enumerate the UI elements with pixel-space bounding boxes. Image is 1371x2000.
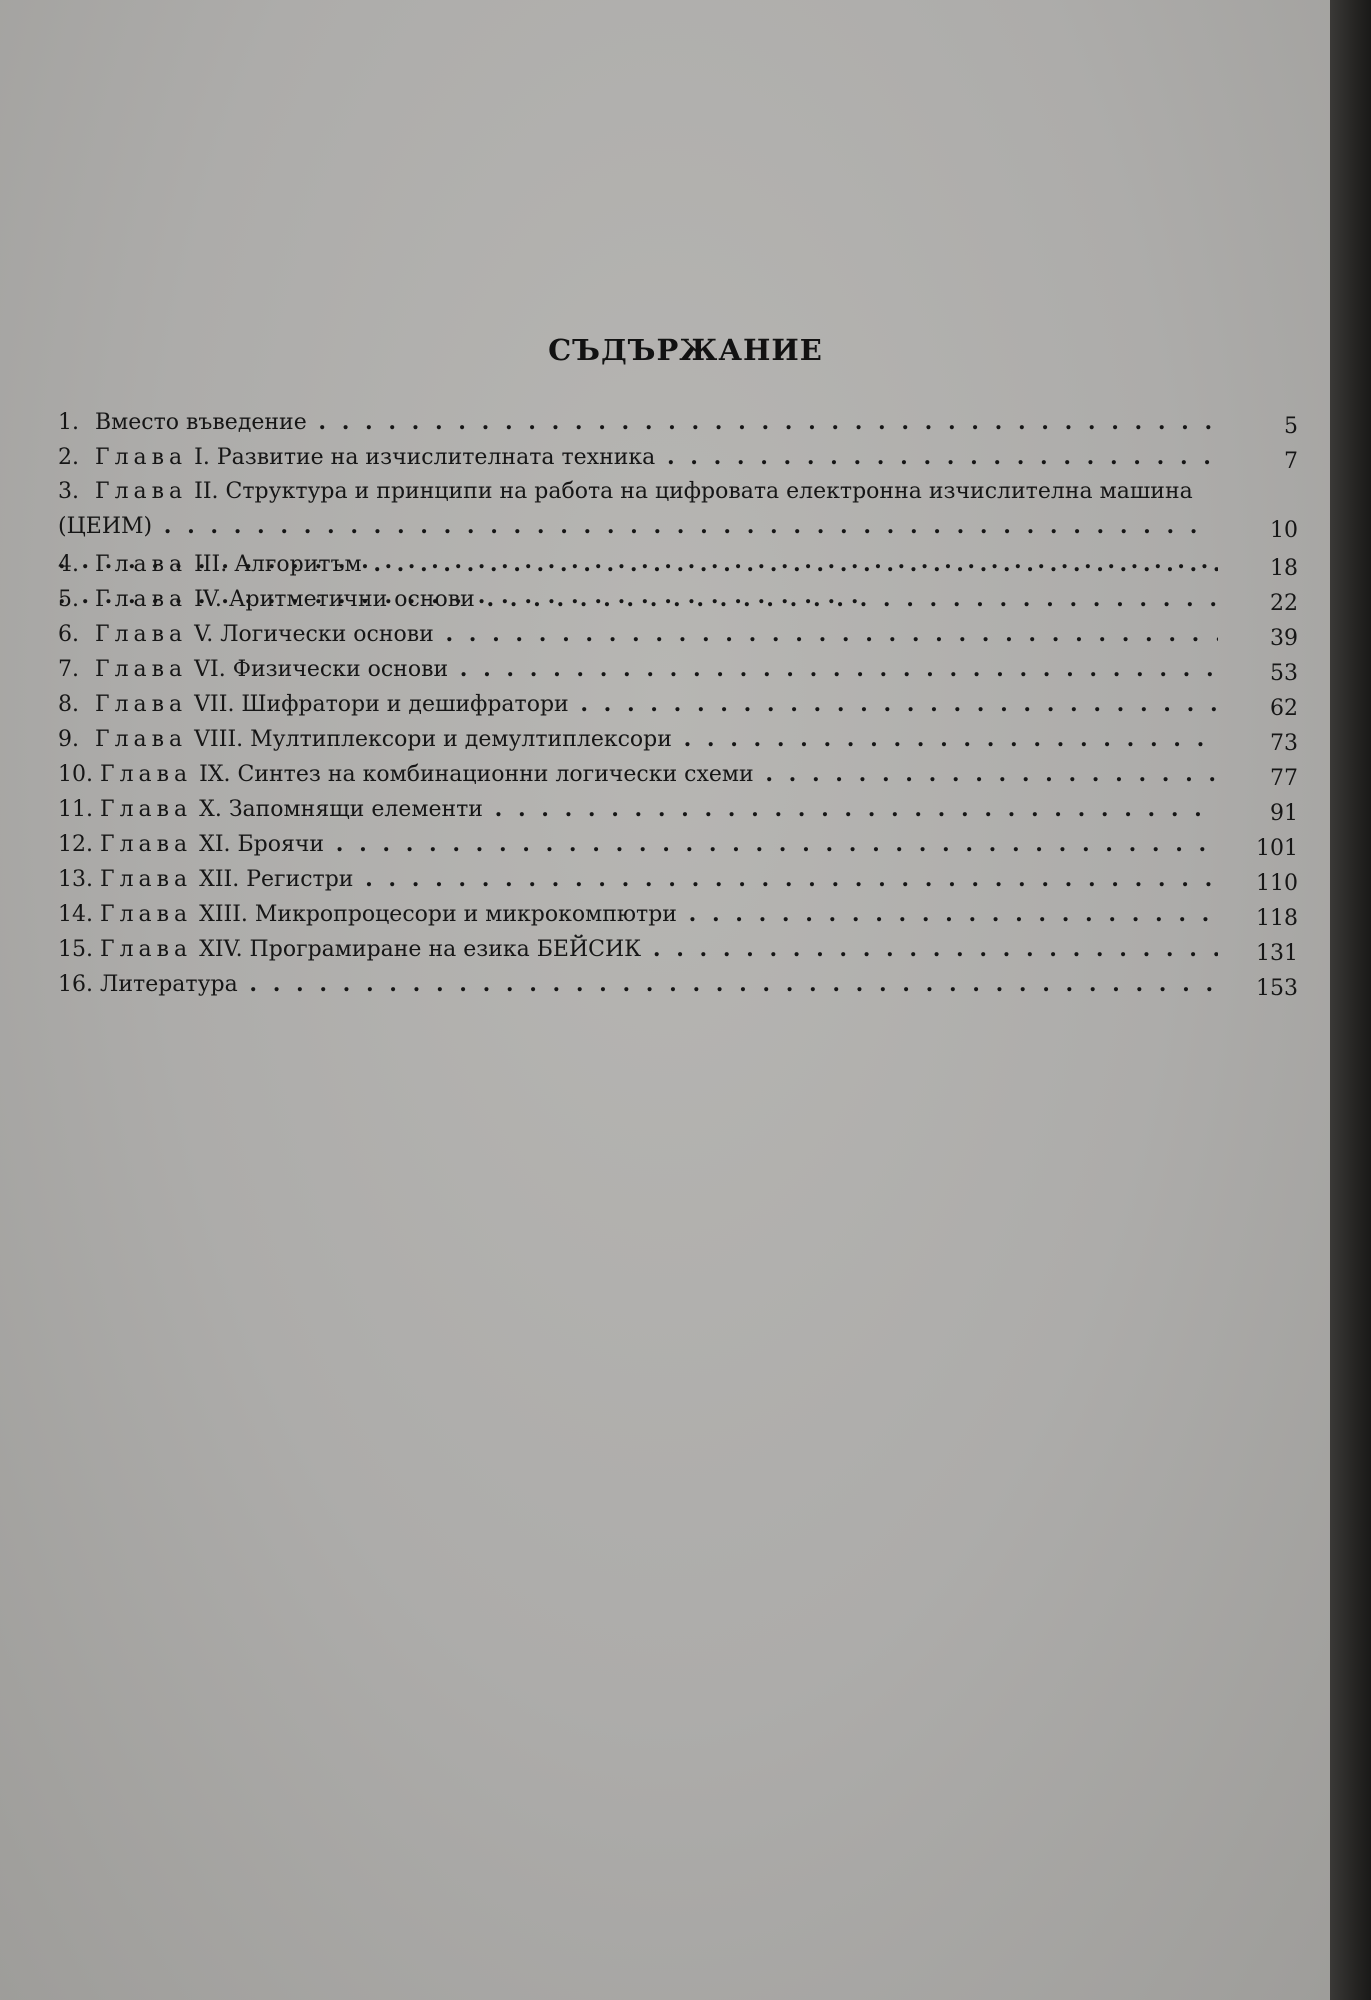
- toc-page-number: 153: [1256, 976, 1298, 1001]
- toc-title: VII. Шифратори и дешифратори: [194, 692, 569, 717]
- toc-page-number: 39: [1270, 626, 1298, 651]
- toc-title: VI. Физически основи: [194, 657, 449, 682]
- toc-entry: [58, 757, 1298, 792]
- toc-entry: [58, 687, 1298, 722]
- toc-label: Глава: [100, 867, 193, 892]
- toc-page-number: 22: [1270, 591, 1298, 616]
- toc-number: 4.: [58, 552, 79, 577]
- toc-page-number: 91: [1270, 801, 1298, 826]
- toc-entry: [58, 617, 1298, 652]
- toc-title: XI. Броячи: [199, 832, 325, 857]
- toc-page-number: 53: [1270, 661, 1298, 686]
- toc-entry: [58, 547, 1298, 582]
- page-title: СЪДЪРЖАНИЕ: [548, 333, 823, 367]
- toc-entry: [58, 652, 1298, 687]
- toc-label: Глава: [95, 692, 188, 717]
- toc-title: VIII. Мултиплексори и демултиплексори: [194, 727, 672, 752]
- toc-label: Глава: [95, 587, 188, 612]
- toc-page-number: 110: [1256, 871, 1298, 896]
- toc-title: XII. Регистри: [199, 867, 354, 892]
- toc-entry: [58, 475, 1298, 547]
- toc-entry: [58, 405, 1298, 440]
- toc-number: 5.: [58, 587, 79, 612]
- toc-page-number: 62: [1270, 696, 1298, 721]
- toc-title: IV. Аритметични основи: [194, 587, 475, 612]
- toc-label: Глава: [95, 622, 188, 647]
- toc-page-number: 118: [1256, 906, 1298, 931]
- toc-entry: [58, 827, 1298, 862]
- toc-entry: [58, 862, 1298, 897]
- toc-title: II. Структура и принципи на работа на цифровата електронна изчислителна машина (ЦЕИМ): [58, 479, 1193, 539]
- toc-title: XIV. Програмиране на езика БЕЙСИК: [199, 937, 642, 962]
- toc-label: Глава: [95, 445, 188, 470]
- toc-entry: [58, 897, 1298, 932]
- toc-title: XIII. Микропроцесори и микрокомпютри: [199, 902, 677, 927]
- toc-label: Глава: [100, 832, 193, 857]
- toc-entry: [58, 582, 1298, 617]
- toc-label: Глава: [95, 552, 188, 577]
- toc-number: 10.: [58, 762, 93, 787]
- toc-page-number: 101: [1256, 836, 1298, 861]
- toc-title: Вместо въведение: [95, 410, 307, 435]
- toc-number: 1.: [58, 410, 79, 435]
- toc-title: X. Запомнящи елементи: [199, 797, 483, 822]
- toc-label: Глава: [100, 797, 193, 822]
- toc-page-number: 7: [1284, 449, 1298, 474]
- toc-label: Глава: [100, 902, 193, 927]
- toc-number: 15.: [58, 937, 93, 962]
- toc-number: 8.: [58, 692, 79, 717]
- toc-label: Глава: [100, 937, 193, 962]
- toc-title: V. Логически основи: [194, 622, 434, 647]
- toc-number: 2.: [58, 445, 79, 470]
- toc-page-number: 73: [1270, 731, 1298, 756]
- toc-number: 9.: [58, 727, 79, 752]
- toc-page-number: 5: [1284, 414, 1298, 439]
- toc-number: 16.: [58, 972, 93, 997]
- toc-number: 14.: [58, 902, 93, 927]
- toc-entry: [58, 967, 1298, 1002]
- toc-title: I. Развитие на изчислителната техника: [194, 445, 656, 470]
- toc-title: III. Алгоритъм: [194, 552, 362, 577]
- toc-label: Глава: [100, 762, 193, 787]
- toc-entry: [58, 440, 1298, 475]
- toc-label: Глава: [95, 727, 188, 752]
- table-of-contents: [58, 405, 1298, 1002]
- toc-number: 11.: [58, 797, 93, 822]
- toc-page-number: 10: [1270, 518, 1298, 543]
- toc-number: 7.: [58, 657, 79, 682]
- toc-title: IX. Синтез на комбинационни логически схеми: [199, 762, 754, 787]
- toc-entry: [58, 722, 1298, 757]
- toc-page-number: 77: [1270, 766, 1298, 791]
- toc-label: Глава: [95, 657, 188, 682]
- toc-number: 3.: [58, 479, 79, 504]
- toc-page-number: 131: [1256, 941, 1298, 966]
- toc-number: 13.: [58, 867, 93, 892]
- toc-page-number: 18: [1270, 556, 1298, 581]
- toc-entry: [58, 792, 1298, 827]
- toc-number: 12.: [58, 832, 93, 857]
- toc-title: Литература: [100, 972, 238, 997]
- toc-number: 6.: [58, 622, 79, 647]
- book-spine-shadow: [1330, 0, 1371, 2000]
- toc-entry: [58, 932, 1298, 967]
- toc-label: Глава: [95, 479, 188, 504]
